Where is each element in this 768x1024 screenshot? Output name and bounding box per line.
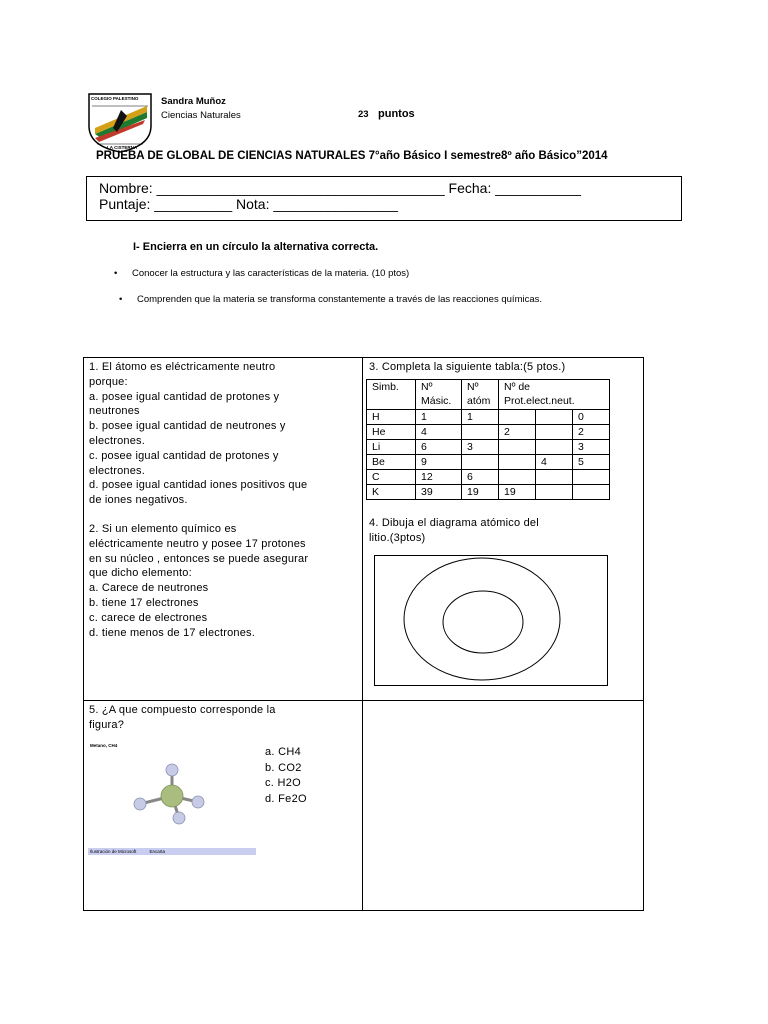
table-row: [367, 455, 610, 470]
hydrogen-atom: [173, 812, 185, 824]
q5-line: figura?: [89, 718, 125, 731]
table-cell[interactable]: [536, 440, 573, 455]
table-row: [367, 425, 610, 440]
table-cell[interactable]: [462, 455, 499, 470]
q5-option-a[interactable]: a. CH4: [265, 746, 302, 758]
table-cell[interactable]: [462, 425, 499, 440]
name-date-line[interactable]: Nombre: _____________________________________ Fecha: ___________: [99, 180, 581, 196]
q1-option-a[interactable]: a. posee igual cantidad de protones y: [89, 390, 280, 403]
table-cell: Be: [367, 455, 416, 470]
logo-top-text: COLEGIO PALESTINO: [91, 96, 139, 101]
table-cell: Li: [367, 440, 416, 455]
q1-option-d[interactable]: d. posee igual cantidad iones positivos que: [89, 479, 308, 492]
q1-line: neutrones: [89, 405, 140, 418]
table-cell: 2: [499, 425, 536, 440]
score-label: puntos: [378, 108, 415, 120]
q1-line: electrones.: [89, 464, 146, 477]
table-cell: 3: [462, 440, 499, 455]
q5-options: [265, 745, 307, 807]
hydrogen-atom: [192, 796, 204, 808]
table-cell[interactable]: [536, 470, 573, 485]
table-cell[interactable]: [536, 425, 573, 440]
table-cell: 6: [462, 470, 499, 485]
question-4-prompt: [369, 516, 539, 546]
image-credit-bar: [88, 848, 256, 855]
image-credit: Ilustración de Microsoft: [90, 849, 137, 854]
table-cell: 19: [499, 485, 536, 500]
element-table: [366, 379, 610, 500]
logo-bottom-text: LA CISTERNA: [107, 145, 138, 150]
objective-text: Comprenden que la materia se transforma constantemente a través de las reacciones químicas.: [137, 294, 543, 305]
bullet-icon: •: [114, 268, 118, 279]
table-cell[interactable]: [499, 455, 536, 470]
table-cell: C: [367, 470, 416, 485]
table-cell[interactable]: [499, 440, 536, 455]
question-2: [89, 522, 308, 640]
table-cell: 0: [573, 410, 610, 425]
table-cell: 2: [573, 425, 610, 440]
table-cell[interactable]: [573, 485, 610, 500]
table-cell: 4: [536, 455, 573, 470]
subject-name: Ciencias Naturales: [161, 110, 241, 121]
objective-bullet-1: [114, 268, 409, 279]
teacher-name: Sandra Muñoz: [161, 96, 226, 107]
table-cell: 4: [416, 425, 462, 440]
table-cell: 5: [573, 455, 610, 470]
question-3-prompt: 3. Completa la siguiente tabla:(5 ptos.): [369, 361, 566, 373]
objective-bullet-2: [119, 294, 542, 305]
hydrogen-atom: [134, 798, 146, 810]
q1-line: porque:: [89, 375, 128, 388]
header-cell: Nº atóm: [462, 380, 499, 410]
grid-divider-vertical: [362, 357, 363, 911]
table-cell: 9: [416, 455, 462, 470]
q1-option-b[interactable]: b. posee igual cantidad de neutrones y: [89, 420, 286, 433]
q2-line: que dicho elemento:: [89, 567, 192, 580]
table-cell: K: [367, 485, 416, 500]
table-cell[interactable]: [573, 470, 610, 485]
objective-text: Conocer la estructura y las características de la materia. (10 ptos): [132, 268, 410, 279]
header-cell: Nº de Prot.elect.neut.: [499, 380, 610, 410]
image-credit-2: Encarta: [149, 849, 166, 854]
methane-molecule-image: [128, 760, 218, 830]
table-row: [367, 470, 610, 485]
table-row: [367, 410, 610, 425]
q2-option-c[interactable]: c. carece de electrones: [89, 611, 208, 624]
q2-line: en su núcleo , entonces se puede asegurar: [89, 552, 309, 565]
q5-option-c[interactable]: c. H2O: [265, 777, 302, 789]
table-cell: 12: [416, 470, 462, 485]
table-cell[interactable]: [536, 485, 573, 500]
outer-shell: [404, 558, 560, 680]
hydrogen-atom: [166, 764, 178, 776]
score-value: 23: [358, 109, 369, 120]
school-logo: [87, 92, 153, 154]
bullet-icon: •: [119, 294, 123, 305]
grid-divider-horizontal: [83, 700, 644, 701]
carbon-atom: [161, 785, 183, 807]
q1-line: de iones negativos.: [89, 494, 188, 507]
q1-line: electrones.: [89, 434, 146, 447]
q1-option-c[interactable]: c. posee igual cantidad de protones y: [89, 449, 279, 462]
q5-option-b[interactable]: b. CO2: [265, 761, 302, 774]
table-cell: 3: [573, 440, 610, 455]
table-cell[interactable]: [499, 410, 536, 425]
question-5-prompt: [89, 703, 276, 733]
q2-line: 2. Si un elemento químico es: [89, 523, 237, 535]
table-row: [367, 440, 610, 455]
q4-line: 4. Dibuja el diagrama atómico del: [369, 517, 539, 529]
atom-drawing-area[interactable]: [374, 555, 608, 686]
header-cell: Simb.: [367, 380, 416, 410]
table-cell[interactable]: [536, 410, 573, 425]
table-cell: 1: [416, 410, 462, 425]
table-cell: H: [367, 410, 416, 425]
table-cell: 1: [462, 410, 499, 425]
q5-line: 5. ¿A que compuesto corresponde la: [89, 704, 276, 716]
q2-option-a[interactable]: a. Carece de neutrones: [89, 582, 209, 595]
question-1: [89, 360, 307, 508]
section-heading: I- Encierra en un círculo la alternativa correcta.: [133, 241, 379, 253]
table-cell: 19: [462, 485, 499, 500]
table-cell: 6: [416, 440, 462, 455]
table-header-row: [367, 380, 610, 410]
inner-shell: [443, 591, 523, 653]
table-cell: 39: [416, 485, 462, 500]
student-info-box: [86, 176, 682, 221]
table-cell[interactable]: [499, 470, 536, 485]
q2-option-d[interactable]: d. tiene menos de 17 electrones.: [89, 626, 256, 639]
score-grade-line[interactable]: Puntaje: __________ Nota: ________________: [99, 196, 398, 212]
q4-line: litio.(3ptos): [369, 531, 426, 544]
q1-line: 1. El átomo es eléctricamente neutro: [89, 361, 276, 373]
page-title: PRUEBA DE GLOBAL DE CIENCIAS NATURALES 7°año Básico I semestre8º año Básico”2014: [96, 150, 608, 162]
header-cell: Nº Másic.: [416, 380, 462, 410]
q2-line: eléctricamente neutro y posee 17 protones: [89, 537, 306, 550]
methane-caption: Metano, CH4: [90, 743, 118, 748]
q2-option-b[interactable]: b. tiene 17 electrones: [89, 596, 199, 609]
table-cell: He: [367, 425, 416, 440]
table-row: [367, 485, 610, 500]
q5-option-d[interactable]: d. Fe2O: [265, 792, 307, 805]
